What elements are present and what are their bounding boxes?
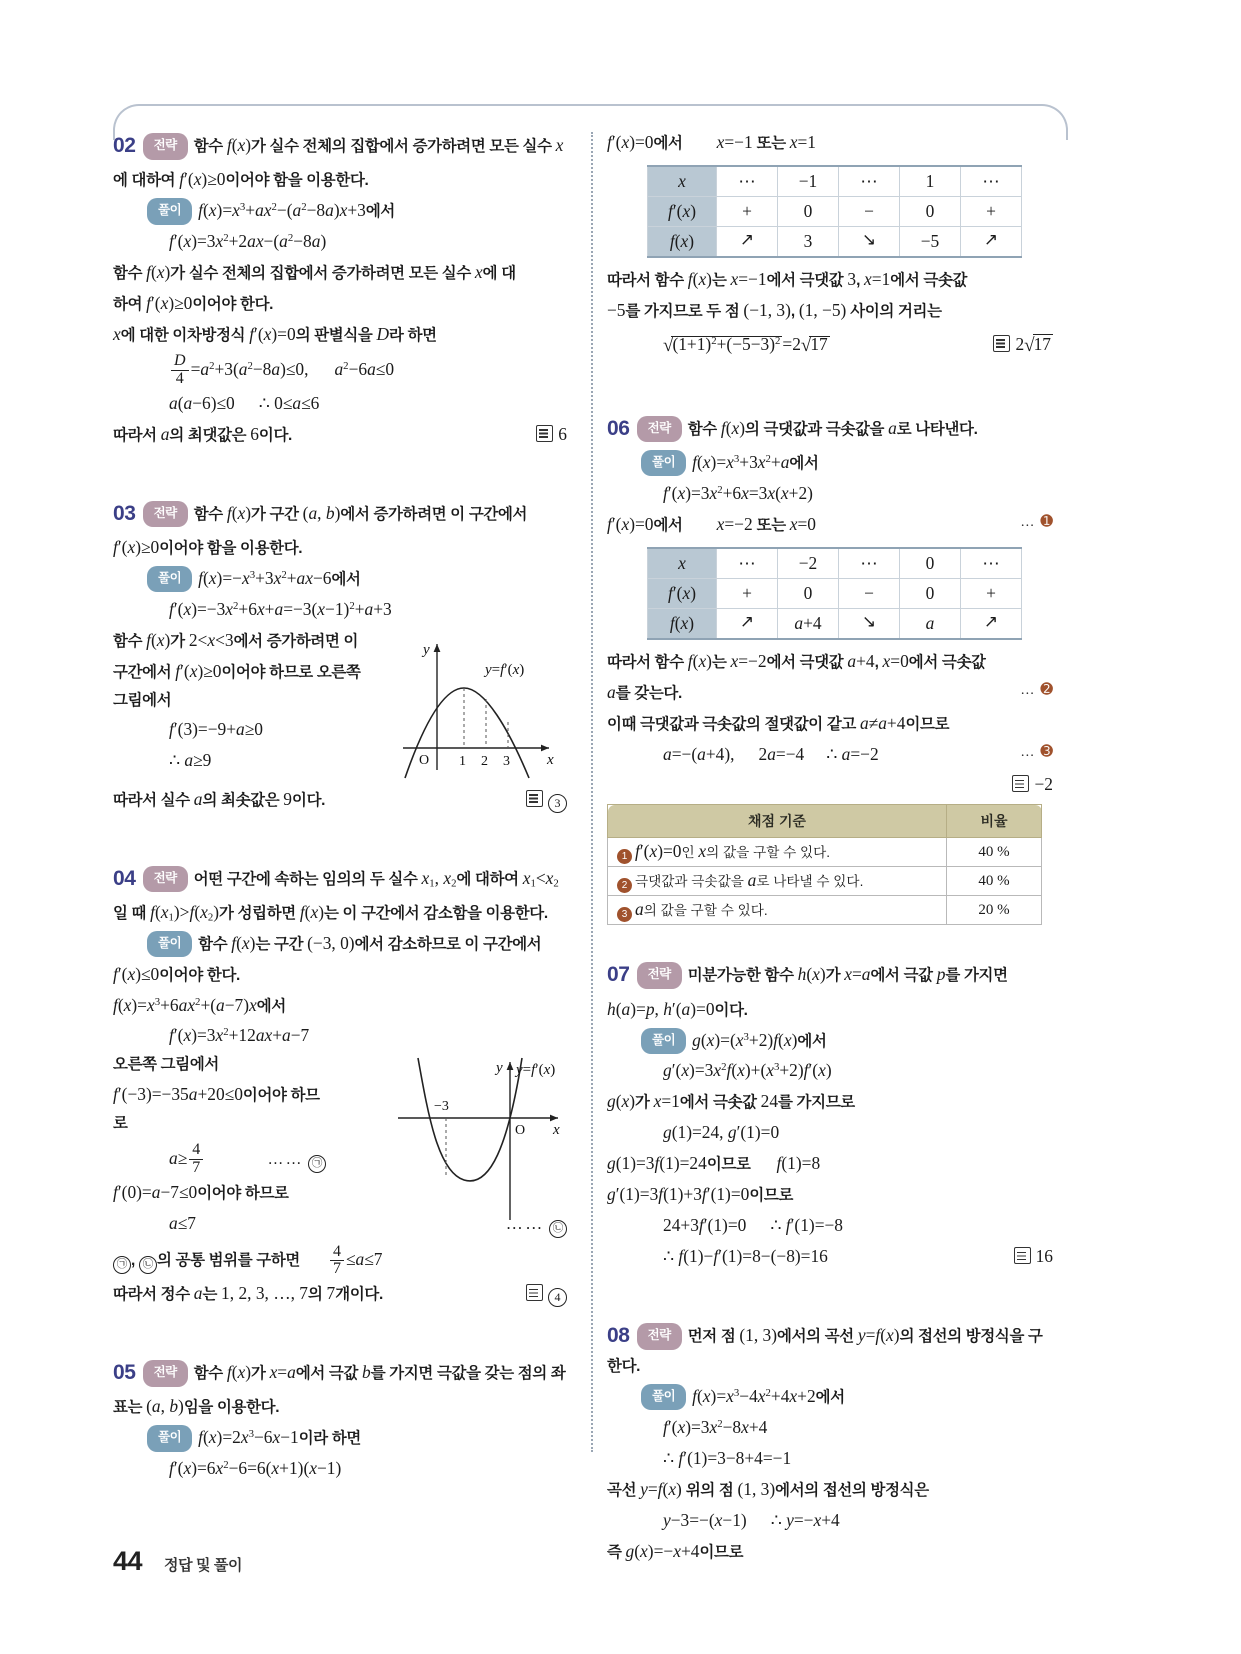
cell: −5 [900,226,961,257]
solution-badge: 풀이 [641,450,686,477]
right-column [583,128,1053,1583]
cell: a+4 [778,608,839,639]
cell-increase: ↗ [717,226,778,257]
problem-07 [607,957,1053,1272]
label-circle-a: ㉠ [308,1155,326,1173]
svg-text:y: y [423,641,430,658]
cell: 0 [900,578,961,608]
cell: ⋯ [961,548,1022,579]
step-marker-1: … ➊ [1020,513,1053,530]
problem-04-strategy-line-2: 일 때 $f(x_1)>f(x_2)$가 성립하면 f(x)는 이 구간에서 감소함을 이용한다. [113,901,548,924]
answer-box-icon [536,425,553,442]
problem-08-solution-line-6: 즉 g(x)=−x+4이므로 [607,1540,744,1561]
problem-04-solution-line-5: 오른쪽 그림에서 [113,1056,219,1074]
problem-05-solution-line-2: $f'(x)=6x^2-6=6(x+1)(x-1)$ [169,1458,342,1479]
problem-05-strategy-line-2: 표는 (a, b)임을 이용한다. [113,1396,280,1417]
problem-03-solution-line-6: f′(3)=−9+a≥0 [169,719,263,740]
rubric-header-ratio: 비율 [947,805,1042,838]
label-ref-b: …… ㉡ [506,1209,567,1238]
cell-decrease: ↘ [839,226,900,257]
problem-05 [113,1355,567,1484]
table-row [648,226,1022,257]
cell: 0 [778,578,839,608]
problem-05-cont-line-3: −5를 가지므로 두 점 (−1, 3), (1, −5) 사이의 거리는 [607,299,942,320]
problem-06-solution-line-2: $f'(x)=3x^2+6x=3x(x+2)$ [663,482,813,503]
cell: ⋯ [717,166,778,197]
rubric-row [608,838,1042,867]
problem-03-solution-line-1: 풀이 $f(x)=-x^3+3x^2+ax-6$에서 [113,564,567,594]
cell: 1 [900,166,961,197]
solution-badge: 풀이 [147,198,192,225]
row-header-x: x [648,166,717,197]
problem-03-solution-line-7: ∴ a≥9 [169,750,212,771]
problem-04-solution-line-8: a≥ $\frac{4}{7}$ …… ㉠ [113,1139,567,1177]
cell: ⋯ [961,166,1022,197]
problem-08-solution-line-3: ∴ f′(1)=3−8+4=−1 [663,1447,792,1468]
strategy-badge: 전략 [143,866,188,893]
problem-08-solution-line-4: 곡선 y=f(x) 위의 점 (1, 3)에서의 접선의 방정식은 [607,1478,929,1499]
svg-text:x: x [553,1122,560,1139]
cell-increase: ↗ [961,226,1022,257]
table-row [648,548,1022,579]
page-number: 44 [113,1546,143,1576]
problem-04-solution-line-4: $f'(x)=3x^2+12ax+a-7$ [169,1025,310,1046]
problem-05-cont-line-1: f′(x)=0에서 x=−1 또는 x=1 [607,132,817,152]
answer-box-icon [993,335,1010,352]
problem-02-solution-line-2: $f'(x)=3x^2+2ax-(a^2-8a)$ [169,230,327,251]
answer-box-icon [1012,775,1029,792]
problem-05-strategy-line-1: 05 전략 함수 f(x)가 x=a에서 극값 b를 가지면 극값을 갖는 점의 좌 [113,1355,567,1391]
answer-marker-02: 6 [536,420,567,450]
left-column [113,128,583,1583]
answer-box-icon [526,790,543,807]
svg-text:y: y [496,1060,503,1077]
two-column-body [113,128,1068,1583]
answer-marker-06: −2 [1012,770,1053,800]
svg-text:O: O [419,752,430,768]
table-row [648,578,1022,608]
problem-03-solution-line-5: 그림에서 [113,691,172,709]
strategy-badge: 전략 [143,1360,188,1387]
problem-06-solution-line-5: a를 갖는다. … ➋ [607,678,1053,708]
problem-04-solution-line-6: f′(−3)=−35a+20≤0이어야 하므 [113,1084,320,1105]
table-row [648,196,1022,226]
cell: ⋯ [839,548,900,579]
rubric-criterion-1: 1 f′(x)=0인 x의 값을 구할 수 있다. [608,838,947,867]
problem-04-solution-line-9: f′(0)=a−7≤0이어야 하므로 [113,1182,289,1203]
problem-05-cont-line-2: 따라서 함수 f(x)는 x=−1에서 극댓값 3, x=1에서 극솟값 [607,268,968,289]
rubric-pct-3: 20 % [947,896,1042,925]
problem-05-solution-line-1: 풀이 $f(x)=2x^3-6x-1$이라 하면 [113,1423,567,1453]
svg-text:3: 3 [503,753,510,769]
problem-07-solution-line-5: g(1)=3f(1)=24이므로 f(1)=8 [607,1153,821,1174]
solution-badge: 풀이 [147,566,192,593]
problem-08-solution-line-2: $f'(x)=3x^2-8x+4$ [663,1416,768,1437]
svg-text:−3: −3 [434,1099,449,1115]
problem-05-cont-line-4: $√(1+1)^2+(-5-3)^2 =2√17$ 2√17 [607,327,1053,365]
cell: 0 [900,548,961,579]
label-circle-b: ㉡ [549,1220,567,1238]
strategy-badge: 전략 [143,501,188,528]
problem-02-strategy-line-1: 02 전략 함수 f(x)가 실수 전체의 집합에서 증가하려면 모든 실수 x [113,128,567,164]
problem-number: 06 [607,416,630,440]
strategy-badge: 전략 [637,416,682,443]
increase-decrease-table-06 [647,547,1022,640]
solution-badge: 풀이 [147,931,192,958]
problem-02-solution-line-7: a(a−6)≤0 ∴ 0≤a≤6 [169,392,320,413]
cell: 0 [778,196,839,226]
problem-02-solution-line-3: 함수 f(x)가 실수 전체의 집합에서 증가하려면 모든 실수 x에 대 [113,261,516,282]
problem-03-solution-line-2: $f'(x)=-3x^2+6x+a=-3(x-1)^2+a+3$ [169,598,392,619]
cell: ⋯ [839,166,900,197]
problem-number: 05 [113,1361,136,1385]
solution-badge: 풀이 [147,1425,192,1452]
problem-number: 02 [113,134,136,157]
cell: a [900,608,961,639]
cell: 3 [778,226,839,257]
problem-08-strategy-line-1: 08 전략 먼저 점 (1, 3)에서의 곡선 y=f(x)의 접선의 방정식을 구한다. [607,1324,1043,1376]
cell: − [839,578,900,608]
problem-06-solution-line-3: f′(x)=0에서 x=−2 또는 x=0 … ➊ [607,510,1053,540]
answer-choice: 4 [548,1288,567,1307]
answer-marker-05: 2√17 [993,327,1053,365]
problem-07-solution-line-3: g(x)가 x=1에서 극솟값 24를 가지므로 [607,1091,855,1112]
problem-03 [113,496,567,815]
problem-06-solution-line-7: a=−(a+4), 2a=−4 ∴ a=−2 … ➌ [607,740,1053,770]
problem-05-continued [607,128,1053,365]
row-header-fprime: f′(x) [648,196,717,226]
problem-07-strategy-line-1: 07 전략 미분가능한 함수 h(x)가 x=a에서 극값 p를 가지면 [607,957,1053,993]
cell-increase: ↗ [961,608,1022,639]
problem-03-strategy-line-2: f′(x)≥0이어야 함을 이용한다. [113,536,303,557]
row-header-f: f(x) [648,226,717,257]
step-marker-3: … ➌ [1020,743,1053,760]
problem-02-strategy-line-2: 에 대하여 f′(x)≥0이어야 함을 이용한다. [113,169,369,190]
problem-03-conclusion: 따라서 실수 a의 최솟값은 9이다. 3 [113,785,567,815]
rubric-header-criterion: 채점 기준 [608,805,947,838]
problem-number: 03 [113,501,136,525]
svg-text:O: O [515,1123,526,1139]
cell: + [717,196,778,226]
problem-07-solution-line-6: g′(1)=3f(1)+3f′(1)=0이므로 [607,1184,794,1205]
svg-text:2: 2 [481,753,488,769]
problem-02-conclusion: 따라서 a의 최댓값은 6이다. 6 [113,420,567,450]
svg-text:1: 1 [459,753,466,769]
problem-08-solution-line-1: 풀이 $f(x)=x^3-4x^2+4x+2$에서 [607,1382,1053,1412]
footer-label: 정답 및 풀이 [164,1557,243,1574]
problem-04-strategy-line-1: 04 전략 어떤 구간에 속하는 임의의 두 실수 $x_1$, $x_2$에 대하여 $x_1<x_2$ [113,861,567,897]
problem-07-solution-line-2: $g'(x)=3x^2f(x)+(x^3+2)f'(x)$ [663,1060,832,1081]
svg-text:x: x [547,751,554,768]
strategy-badge: 전략 [637,962,682,989]
answer-box-icon [526,1284,543,1301]
answer-choice: 3 [548,794,567,813]
problem-06-solution-line-4: 따라서 함수 f(x)는 x=−2에서 극댓값 a+4, x=0에서 극솟값 [607,650,986,671]
row-header-f: f(x) [648,608,717,639]
strategy-badge: 전략 [637,1323,682,1350]
cell: 0 [900,196,961,226]
solution-badge: 풀이 [641,1384,686,1411]
problem-04-solution-line-10: a≤7 …… ㉡ [113,1209,567,1239]
cell-decrease: ↘ [839,608,900,639]
problem-02-solution-line-4: 하여 f′(x)≥0이어야 한다. [113,292,274,313]
increase-decrease-table-05 [647,165,1022,258]
problem-07-solution-line-1: 풀이 $g(x)=(x^3+2)f(x)$에서 [607,1026,1053,1056]
rubric-criterion-2: 2 극댓값과 극솟값을 a로 나타낼 수 있다. [608,867,947,896]
table-row [648,608,1022,639]
problem-03-solution-line-4: 구간에서 f′(x)≥0이어야 하므로 오른쪽 [113,660,361,681]
cell: ⋯ [717,548,778,579]
problem-04-solution-line-1: 풀이 함수 f(x)는 구간 (−3, 0)에서 감소하므로 이 구간에서 [113,929,567,959]
problem-02 [113,128,567,450]
rubric-header-row [608,805,1042,838]
rubric-row [608,867,1042,896]
answer-box-icon [1014,1247,1031,1264]
strategy-badge: 전략 [143,133,188,160]
answer-marker-07: 16 [1014,1242,1053,1272]
answer-marker-03 [526,785,567,814]
problem-07-strategy-line-2: h(a)=p, h′(a)=0이다. [607,998,748,1019]
svg-text:y=f′(x): y=f′(x) [485,661,525,678]
problem-03-strategy-line-1: 03 전략 함수 f(x)가 구간 (a, b)에서 증가하려면 이 구간에서 [113,496,567,532]
problem-06-solution-line-1: 풀이 $f(x)=x^3+3x^2+a$에서 [607,448,1053,478]
problem-07-conclusion: ∴ f(1)−f′(1)=8−(−8)=16 16 [607,1242,1053,1272]
page-footer [113,1546,242,1577]
rubric-criterion-3: 3 a의 값을 구할 수 있다. [608,896,947,925]
problem-08-solution-line-5: y−3=−(x−1) ∴ y=−x+4 [663,1509,840,1530]
row-header-x: x [648,548,717,579]
cell: − [839,196,900,226]
step-dot-3: 3 [617,907,632,922]
cell: + [961,578,1022,608]
cell: + [717,578,778,608]
cell: −1 [778,166,839,197]
row-header-fprime: f′(x) [648,578,717,608]
rubric-pct-1: 40 % [947,838,1042,867]
problem-04 [113,861,567,1310]
problem-03-solution-line-3: 함수 f(x)가 2<x<3에서 증가하려면 이 [113,629,359,650]
svg-text:y=f′(x): y=f′(x) [516,1062,556,1079]
problem-06-answer-line [607,770,1053,794]
problem-number: 08 [607,1324,630,1348]
problem-06-solution-line-6: 이때 극댓값과 극솟값의 절댓값이 같고 a≠a+4이므로 [607,712,950,733]
problem-number: 07 [607,963,630,987]
problem-06-strategy-line-1: 06 전략 함수 f(x)의 극댓값과 극솟값을 a로 나타낸다. [607,411,1053,447]
problem-06 [607,411,1053,926]
problem-07-solution-line-7: 24+3f′(1)=0 ∴ f′(1)=−8 [663,1215,844,1236]
step-dot-2: 2 [617,878,632,893]
cell: + [961,196,1022,226]
grading-rubric-table [607,804,1042,925]
problem-04-solution-line-3: $f(x)=x^3+6ax^2+(a-7)x$에서 [113,994,286,1015]
problem-number: 04 [113,866,136,890]
rubric-row [608,896,1042,925]
solution-badge: 풀이 [641,1028,686,1055]
problem-04-conclusion: 따라서 정수 a는 1, 2, 3, …, 7의 7개이다. 4 [113,1279,567,1309]
cell-increase: ↗ [717,608,778,639]
problem-08 [607,1318,1053,1567]
problem-02-solution-line-6: $\frac{D}{4}$ $=a^2+3(a^2-8a)\le 0$, $a^2-6a\le 0$ [113,351,567,388]
problem-04-solution-line-7: 로 [113,1115,128,1133]
answer-marker-04 [526,1279,567,1308]
step-dot-1: 1 [617,849,632,864]
problem-04-solution-line-11: ㉠ , ㉡ 의 공통 범위를 구하면 $\frac{4}{7}$ ≤a≤7 [113,1240,567,1278]
problem-07-solution-line-4: g(1)=24, g′(1)=0 [663,1122,780,1143]
problem-02-solution-line-5: x에 대한 이차방정식 f′(x)=0의 판별식을 D라 하면 [113,323,437,344]
step-marker-2: … ➋ [1020,681,1053,698]
problem-04-solution-line-2: f′(x)≤0이어야 한다. [113,963,241,984]
rubric-pct-2: 40 % [947,867,1042,896]
table-row [648,166,1022,197]
problem-02-solution-line-1: 풀이 $f(x)=x^3+ax^2-(a^2-8a)x+3$에서 [113,196,567,226]
cell: −2 [778,548,839,579]
